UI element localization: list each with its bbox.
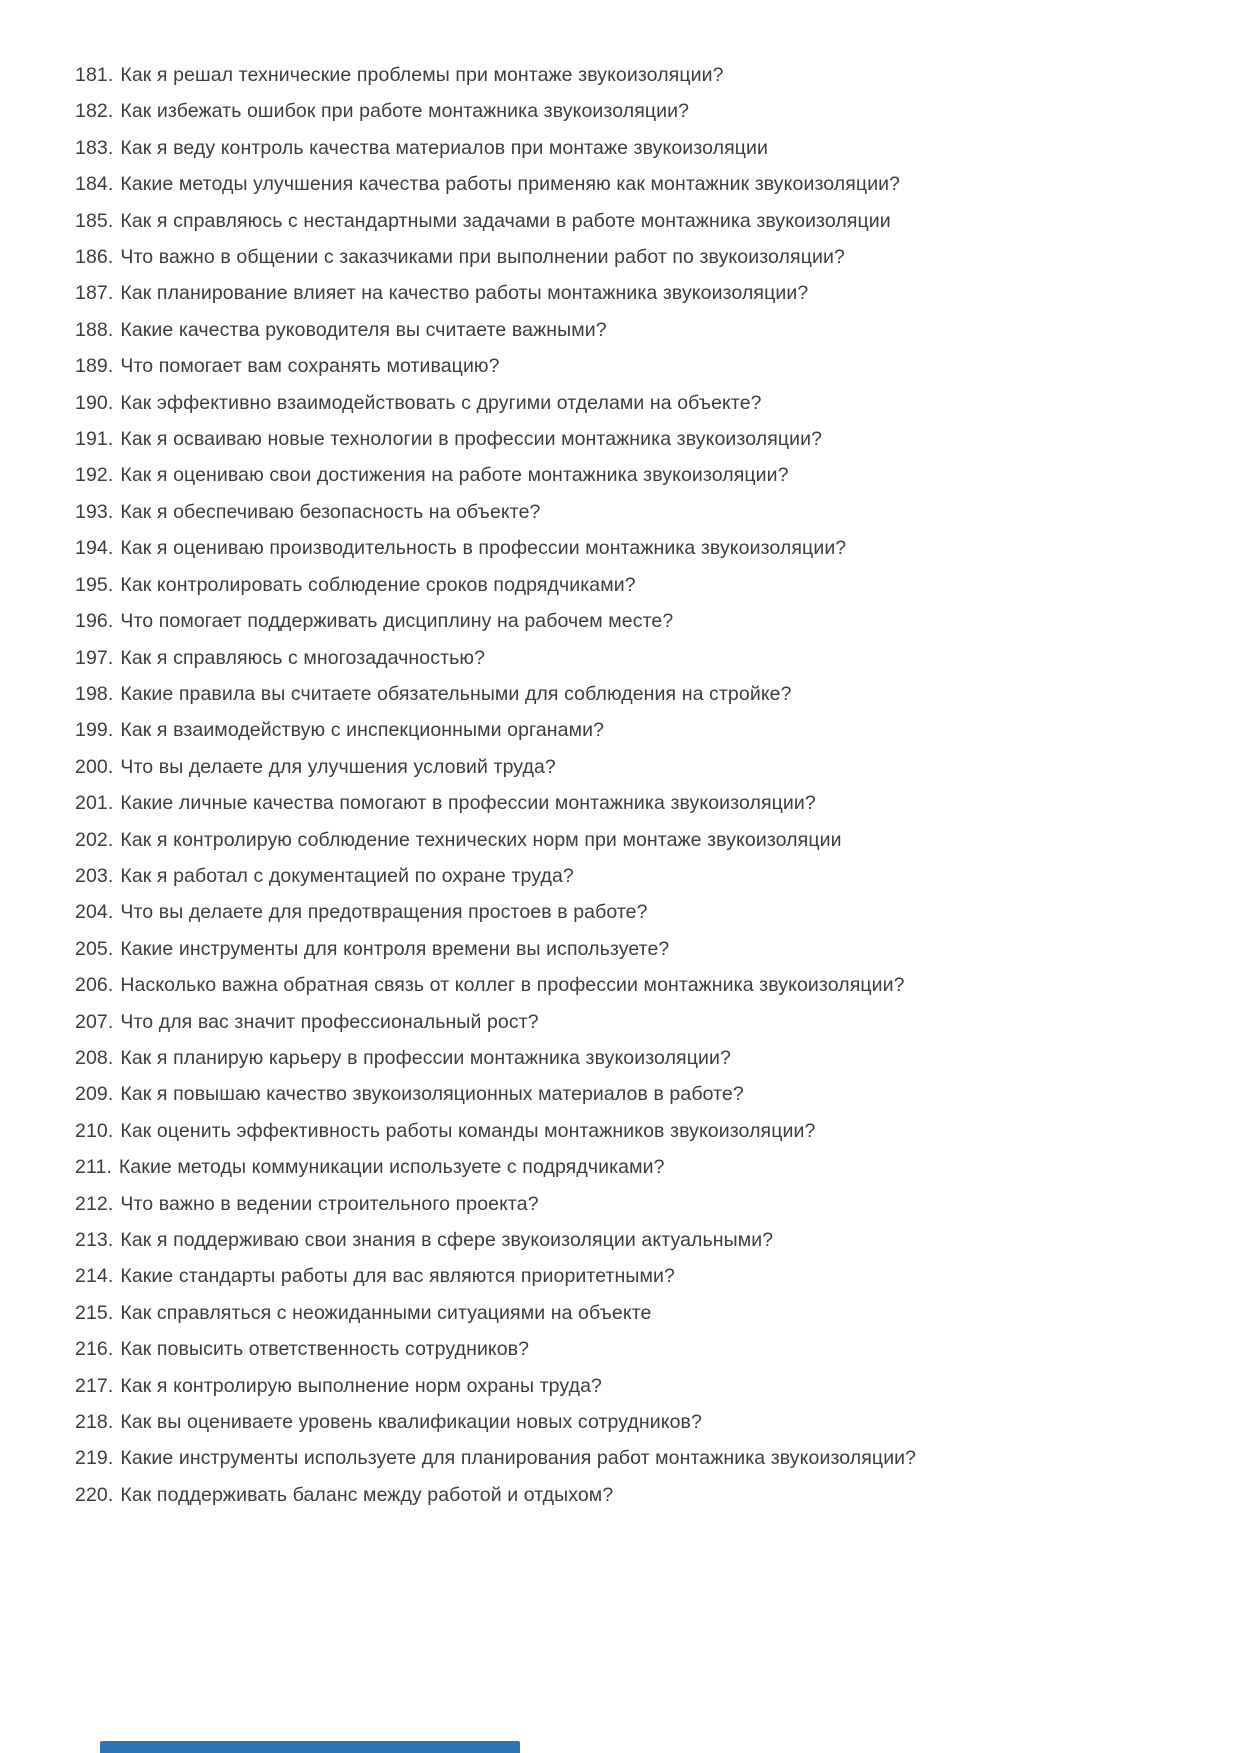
item-text: Какие инструменты для контроля времени вы используете? [120, 937, 670, 960]
item-number: 196. [75, 610, 114, 633]
item-text: Какие методы коммуникации используете с подрядчиками? [118, 1156, 665, 1179]
item-text: Что для вас значит профессиональный рост? [120, 1010, 539, 1033]
item-number: 202. [75, 828, 114, 851]
item-number: 184. [75, 173, 114, 196]
list-item [75, 749, 1199, 785]
list-item [75, 858, 1199, 894]
item-number: 200. [75, 755, 114, 778]
item-text: Как я контролирую выполнение норм охраны труда? [120, 1374, 602, 1397]
item-number: 218. [75, 1411, 114, 1434]
list-item [75, 1404, 1199, 1440]
item-text: Какие личные качества помогают в профессии монтажника звукоизоляции? [120, 792, 816, 815]
item-text: Как я решал технические проблемы при монтаже звукоизоляции? [120, 64, 724, 86]
item-number: 192. [75, 464, 114, 487]
item-number: 215. [75, 1301, 114, 1324]
list-item [75, 1477, 1199, 1513]
list-item [75, 676, 1199, 712]
list-item [75, 1113, 1199, 1149]
item-number: 213. [75, 1229, 114, 1251]
list-item [75, 1258, 1199, 1294]
list-item [75, 1076, 1199, 1112]
item-number: 188. [75, 318, 114, 341]
list-item [75, 1295, 1199, 1331]
item-text: Какие методы улучшения качества работы применяю как монтажник звукоизоляции? [120, 173, 901, 196]
item-number: 199. [75, 719, 114, 742]
item-number: 220. [75, 1483, 114, 1506]
item-text: Какие инструменты используете для планирования работ монтажника звукоизоляции? [120, 1447, 917, 1470]
item-text: Как оценить эффективность работы команды монтажников звукоизоляции? [120, 1119, 816, 1142]
list-item [75, 1222, 1199, 1258]
list-item [75, 1368, 1199, 1404]
item-number: 185. [75, 209, 114, 232]
item-number: 195. [75, 573, 114, 596]
list-item [75, 457, 1199, 493]
item-text: Как я повышаю качество звукоизоляционных материалов в работе? [120, 1083, 744, 1106]
item-number: 208. [75, 1046, 114, 1069]
item-text: Какие качества руководителя вы считаете важными? [120, 318, 607, 341]
item-number: 212. [75, 1192, 114, 1215]
item-number: 204. [75, 901, 114, 924]
list-item [75, 494, 1199, 530]
item-text: Как я оцениваю производительность в профессии монтажника звукоизоляции? [120, 537, 847, 560]
list-item [75, 822, 1199, 858]
item-text: Насколько важна обратная связь от коллег в профессии монтажника звукоизоляции? [120, 974, 905, 997]
item-text: Как вы оцениваете уровень квалификации новых сотрудников? [120, 1411, 702, 1434]
list-item [75, 931, 1199, 967]
item-number: 189. [75, 355, 114, 378]
list-item [75, 894, 1199, 930]
item-number: 183. [75, 136, 114, 159]
item-number: 197. [75, 646, 114, 669]
item-number: 186. [75, 246, 114, 269]
item-number: 219. [75, 1447, 114, 1470]
item-text: Как я взаимодействую с инспекционными органами? [120, 719, 605, 742]
item-number: 217. [75, 1374, 114, 1397]
item-text: Какие стандарты работы для вас являются приоритетными? [120, 1265, 675, 1288]
item-text: Как справляться с неожиданными ситуациями на объекте [120, 1301, 652, 1324]
item-number: 191. [75, 428, 114, 451]
list-item [75, 785, 1199, 821]
list-item [75, 1040, 1199, 1076]
item-text: Что вы делаете для предотвращения простоев в работе? [120, 901, 648, 924]
list-item [75, 1149, 1199, 1185]
item-number: 190. [75, 391, 114, 414]
item-text: Какие правила вы считаете обязательными для соблюдения на стройке? [120, 682, 792, 705]
item-text: Как я планирую карьеру в профессии монтажника звукоизоляции? [120, 1046, 731, 1069]
item-text: Что вы делаете для улучшения условий труда? [120, 755, 556, 778]
item-number: 181. [75, 64, 114, 86]
item-number: 193. [75, 500, 114, 523]
list-item [75, 530, 1199, 566]
item-number: 198. [75, 682, 114, 705]
item-text: Что важно в ведении строительного проекта? [120, 1192, 539, 1215]
item-text: Как я контролирую соблюдение технических норм при монтаже звукоизоляции [120, 828, 842, 851]
item-text: Как я поддерживаю свои знания в сфере звукоизоляции актуальными? [120, 1229, 774, 1251]
list-item [75, 1331, 1199, 1367]
item-number: 211. [75, 1156, 112, 1179]
item-number: 210. [75, 1119, 114, 1142]
item-text: Как планирование влияет на качество работы монтажника звукоизоляции? [120, 282, 809, 305]
item-text: Как повысить ответственность сотрудников? [120, 1338, 530, 1361]
item-text: Как контролировать соблюдение сроков подрядчиками? [120, 573, 636, 596]
item-number: 206. [75, 974, 114, 997]
item-text: Как эффективно взаимодействовать с другими отделами на объекте? [120, 391, 762, 414]
item-number: 207. [75, 1010, 114, 1033]
item-number: 214. [75, 1265, 114, 1288]
list-item [75, 1186, 1199, 1222]
list-item [75, 1440, 1199, 1476]
partial-highlight-bar[interactable] [100, 1741, 520, 1753]
list-item [75, 640, 1199, 676]
list-item [75, 275, 1199, 311]
item-text: Как я справляюсь с многозадачностью? [120, 646, 486, 669]
list-item [75, 421, 1199, 457]
list-item [75, 239, 1199, 275]
item-text: Что помогает вам сохранять мотивацию? [120, 355, 500, 378]
item-text: Как я работал с документацией по охране труда? [120, 864, 574, 887]
item-text: Как я обеспечиваю безопасность на объекте? [120, 500, 541, 523]
list-item [75, 385, 1199, 421]
item-number: 201. [75, 792, 114, 815]
item-number: 209. [75, 1083, 114, 1106]
item-text: Как избежать ошибок при работе монтажника звукоизоляции? [120, 100, 690, 123]
item-number: 187. [75, 282, 114, 305]
list-item [75, 57, 1199, 93]
list-item [75, 348, 1199, 384]
list-item [75, 312, 1199, 348]
item-number: 182. [75, 100, 114, 123]
list-item [75, 967, 1199, 1003]
item-text: Как я оцениваю свои достижения на работе монтажника звукоизоляции? [120, 464, 789, 487]
list-item [75, 1004, 1199, 1040]
list-item [75, 567, 1199, 603]
item-number: 216. [75, 1338, 114, 1361]
item-text: Как я справляюсь с нестандартными задачами в работе монтажника звукоизоляции [120, 209, 891, 232]
list-item [75, 93, 1199, 129]
item-text: Как поддерживать баланс между работой и отдыхом? [120, 1483, 614, 1506]
item-text: Как я осваиваю новые технологии в профессии монтажника звукоизоляции? [120, 428, 823, 451]
list-item [75, 712, 1199, 748]
item-text: Что важно в общении с заказчиками при выполнении работ по звукоизоляции? [120, 246, 845, 269]
item-text: Как я веду контроль качества материалов при монтаже звукоизоляции [120, 136, 768, 159]
list-item [75, 203, 1199, 239]
item-text: Что помогает поддерживать дисциплину на рабочем месте? [120, 610, 674, 633]
list-item [75, 166, 1199, 202]
item-number: 205. [75, 937, 114, 960]
list-item [75, 603, 1199, 639]
item-number: 203. [75, 864, 114, 887]
item-number: 194. [75, 537, 114, 560]
list-item [75, 130, 1199, 166]
